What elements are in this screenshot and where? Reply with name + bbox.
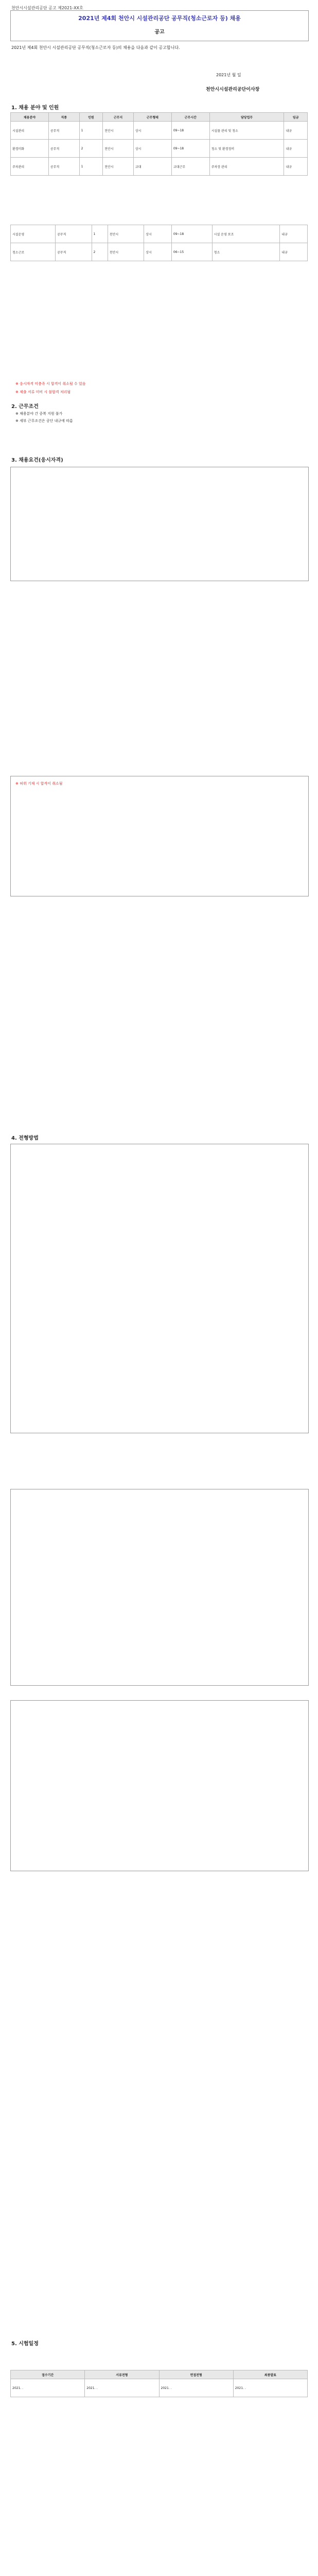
cell: 09~18 bbox=[171, 225, 212, 243]
title: 2021년 제4회 천안시 시설관리공단 공무직(청소근로자 등) 채용 bbox=[78, 15, 241, 22]
header-cell: 임금 bbox=[284, 113, 308, 122]
cell: 천안시 bbox=[108, 243, 144, 261]
header-cell: 인원 bbox=[79, 113, 103, 122]
header-cell: 담당업무 bbox=[209, 113, 284, 122]
cell: 교대근무 bbox=[171, 158, 209, 176]
cell: 내규 bbox=[284, 122, 308, 140]
cell: 2021. . bbox=[85, 2379, 159, 2397]
recruit-table-2 bbox=[10, 225, 308, 261]
cell: 2 bbox=[92, 243, 108, 261]
top-note: 천안시시설관리공단 공고 제2021-XX호 bbox=[11, 6, 83, 10]
screening-box-3 bbox=[10, 1700, 309, 1871]
table-row bbox=[11, 243, 308, 261]
section-1-title: 1. 채용 분야 및 인원 bbox=[11, 105, 59, 111]
note-red-1: ※ 응시자격 미충족 시 합격이 취소될 수 있음 bbox=[15, 382, 86, 386]
cell: 상시 bbox=[144, 243, 172, 261]
header-cell: 접수기간 bbox=[11, 2370, 85, 2379]
requirements-box bbox=[10, 467, 309, 581]
cell: 천안시 bbox=[103, 140, 134, 158]
header-cell: 채용분야 bbox=[11, 113, 49, 122]
section-5-title: 5. 시험일정 bbox=[11, 2341, 39, 2347]
cell: 교대 bbox=[133, 158, 171, 176]
note-red-2: ※ 제출 서류 미비 시 불합격 처리됨 bbox=[15, 390, 71, 394]
cell: 내규 bbox=[280, 243, 308, 261]
screening-box-2 bbox=[10, 1489, 309, 1686]
cell: 공무직 bbox=[48, 140, 79, 158]
cell: 1 bbox=[92, 225, 108, 243]
table-row bbox=[11, 2379, 308, 2397]
cell: 공무직 bbox=[48, 158, 79, 176]
header-cell: 최종발표 bbox=[233, 2370, 307, 2379]
cell: 천안시 bbox=[108, 225, 144, 243]
cell: 청소 및 환경정비 bbox=[209, 140, 284, 158]
schedule-table bbox=[10, 2370, 308, 2397]
section-4-title: 4. 전형방법 bbox=[11, 1136, 39, 1141]
cell: 시설관리 bbox=[11, 122, 49, 140]
cell: 시설 운영 보조 bbox=[212, 225, 280, 243]
cell: 상시 bbox=[144, 225, 172, 243]
cell: 청소근로 bbox=[11, 243, 56, 261]
cell: 내규 bbox=[280, 225, 308, 243]
cell: 1 bbox=[79, 122, 103, 140]
cell: 09~18 bbox=[171, 140, 209, 158]
notice-box bbox=[10, 776, 309, 896]
intro-text: 2021년 제4회 천안시 시설관리공단 공무직(청소근로자 등)의 채용을 다음과 같이 공고합니다. bbox=[11, 45, 180, 50]
cell: 09~18 bbox=[171, 122, 209, 140]
subtitle: 공고 bbox=[154, 29, 165, 35]
cell: 시설운영 bbox=[11, 225, 56, 243]
cell: 1 bbox=[79, 158, 103, 176]
title-box bbox=[10, 10, 309, 41]
table-row bbox=[11, 140, 308, 158]
table-header-row bbox=[11, 2370, 308, 2379]
cell: 내규 bbox=[284, 140, 308, 158]
cell: 시설물 관리 및 청소 bbox=[209, 122, 284, 140]
cell: 환경미화 bbox=[11, 140, 49, 158]
cell: 2021. . bbox=[159, 2379, 233, 2397]
cell: 2021. . bbox=[11, 2379, 85, 2397]
header-cell: 근무시간 bbox=[171, 113, 209, 122]
header-cell: 직종 bbox=[48, 113, 79, 122]
organization: 천안시시설관리공단이사장 bbox=[206, 87, 260, 92]
cell: 06~15 bbox=[171, 243, 212, 261]
table-row bbox=[11, 225, 308, 243]
cell: 공무직 bbox=[56, 225, 92, 243]
cell: 공무직 bbox=[48, 122, 79, 140]
date: 2021년 월 일 bbox=[216, 73, 241, 77]
section-2-title: 2. 근무조건 bbox=[11, 404, 39, 410]
screening-box-1 bbox=[10, 1144, 309, 1433]
table-row bbox=[11, 122, 308, 140]
section-3-title: 3. 채용요건(응시자격) bbox=[11, 457, 63, 463]
note-2: ※ 세부 근무조건은 공단 내규에 따름 bbox=[15, 419, 73, 423]
header-cell: 근무형태 bbox=[133, 113, 171, 122]
recruit-table-1 bbox=[10, 112, 308, 176]
note-1: ※ 채용분야 간 중복 지원 불가 bbox=[15, 412, 63, 416]
header-cell: 근무지 bbox=[103, 113, 134, 122]
cell: 천안시 bbox=[103, 158, 134, 176]
cell: 상시 bbox=[133, 140, 171, 158]
table-header-row bbox=[11, 113, 308, 122]
cell: 상시 bbox=[133, 122, 171, 140]
header-cell: 서류전형 bbox=[85, 2370, 159, 2379]
cell: 2021. . bbox=[233, 2379, 307, 2397]
cell: 내규 bbox=[284, 158, 308, 176]
cell: 청소 bbox=[212, 243, 280, 261]
note-red-3: ※ 허위 기재 시 합격이 취소됨 bbox=[15, 782, 63, 786]
cell: 천안시 bbox=[103, 122, 134, 140]
cell: 주차장 관리 bbox=[209, 158, 284, 176]
cell: 공무직 bbox=[56, 243, 92, 261]
table-row bbox=[11, 158, 308, 176]
cell: 주차관리 bbox=[11, 158, 49, 176]
cell: 2 bbox=[79, 140, 103, 158]
header-cell: 면접전형 bbox=[159, 2370, 233, 2379]
